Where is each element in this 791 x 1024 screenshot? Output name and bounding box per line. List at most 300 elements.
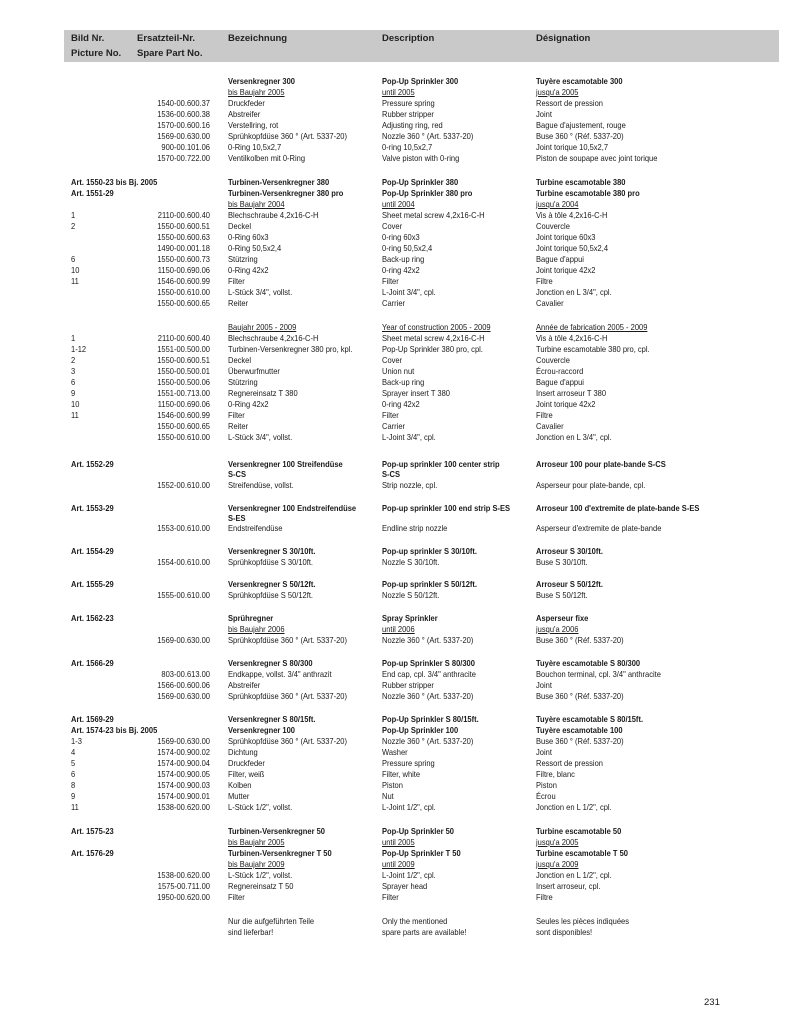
table-row — [0, 480, 791, 491]
cell-bezeichnung: Regnereinsatz T 380 — [228, 389, 298, 398]
cell-spare-part-no: 1550-00.500.06 — [157, 378, 210, 387]
cell-description: Pop-Up Sprinkler 300 — [382, 77, 459, 86]
cell-picture-no: Art. 1562-23 — [71, 614, 114, 623]
cell-picture-no: Art. 1551-29 — [71, 189, 114, 198]
cell-bezeichnung: Filter — [228, 277, 245, 286]
header-picture-no-de: Bild Nr. — [71, 33, 105, 44]
cell-description: Sheet metal screw 4,2x16-C-H — [382, 334, 485, 343]
cell-picture-no: Art. 1575-23 — [71, 827, 114, 836]
cell-picture-no: 6 — [71, 770, 76, 779]
cell-designation: Jonction en L 3/4", cpl. — [536, 433, 612, 442]
cell-description: 0-ring 42x2 — [382, 266, 420, 275]
cell-designation: jusqu'a 2006 — [536, 625, 579, 634]
cell-bezeichnung: Deckel — [228, 356, 252, 365]
table-row — [0, 243, 791, 254]
cell-bezeichnung: S-ES — [228, 514, 246, 523]
table-row — [0, 87, 791, 98]
cell-picture-no: 6 — [71, 255, 76, 264]
cell-designation: Jonction en L 3/4", cpl. — [536, 288, 612, 297]
cell-bezeichnung: Überwurfmutter — [228, 367, 280, 376]
cell-spare-part-no: 1574-00.900.03 — [157, 781, 210, 790]
cell-designation: Arroseur 100 d'extremite de plate-bande S-ES — [536, 504, 700, 513]
cell-designation: Insert arroseur, cpl. — [536, 882, 601, 891]
table-row — [0, 658, 791, 669]
cell-designation: Tuyère escamotable 300 — [536, 77, 623, 86]
cell-designation: Écrou-raccord — [536, 367, 584, 376]
cell-picture-no: 10 — [71, 400, 80, 409]
table-row — [0, 276, 791, 287]
cell-description: Nozzle 360 ° (Art. 5337-20) — [382, 737, 474, 746]
table-row — [0, 635, 791, 646]
cell-designation: Turbine escamotable 380 pro — [536, 189, 640, 198]
header-picture-no-en: Picture No. — [71, 48, 122, 59]
cell-spare-part-no: 1550-00.600.65 — [157, 422, 210, 431]
cell-spare-part-no: 1550-00.610.00 — [157, 433, 210, 442]
cell-designation: Joint — [536, 748, 552, 757]
cell-designation: Buse S 50/12ft. — [536, 591, 588, 600]
cell-designation: Arroseur S 30/10ft. — [536, 547, 603, 556]
table-row — [0, 714, 791, 725]
cell-description: Valve piston with 0-ring — [382, 154, 460, 163]
cell-designation: Joint torique 10,5x2,7 — [536, 143, 609, 152]
cell-designation: Tuyère escamotable S 80/15ft. — [536, 715, 644, 724]
cell-bezeichnung: Turbinen-Versenkregner T 50 — [228, 849, 332, 858]
cell-bezeichnung: Kolben — [228, 781, 252, 790]
cell-spare-part-no: 1574-00.900.01 — [157, 792, 210, 801]
cell-description: until 2004 — [382, 200, 415, 209]
cell-designation: jusqu'a 2004 — [536, 200, 579, 209]
cell-bezeichnung: L-Stück 1/2", vollst. — [228, 803, 293, 812]
cell-designation: Joint torique 50,5x2,4 — [536, 244, 609, 253]
cell-designation: Filtre — [536, 411, 553, 420]
table-row — [0, 399, 791, 410]
cell-bezeichnung: Sprühkopfdüse 360 ° (Art. 5337-20) — [228, 132, 348, 141]
table-row — [0, 199, 791, 210]
cell-spare-part-no: 1570-00.600.16 — [157, 121, 210, 130]
cell-bezeichnung: Reiter — [228, 299, 249, 308]
cell-bezeichnung: L-Stück 3/4", vollst. — [228, 288, 293, 297]
cell-description: Endline strip nozzle — [382, 524, 448, 533]
header-spare-part-no-de: Ersatzteil-Nr. — [137, 33, 196, 44]
cell-designation: jusqu'a 2005 — [536, 838, 579, 847]
cell-bezeichnung: Endstreifendüse — [228, 524, 283, 533]
cell-bezeichnung: 0-Ring 10,5x2,7 — [228, 143, 282, 152]
table-row — [0, 590, 791, 601]
table-row — [0, 579, 791, 590]
cell-picture-no: 2 — [71, 356, 76, 365]
cell-designation: Asperseur pour plate-bande, cpl. — [536, 481, 646, 490]
cell-picture-no: 1 — [71, 211, 76, 220]
cell-designation: Année de fabrication 2005 - 2009 — [536, 323, 648, 332]
cell-description: Filter — [382, 411, 399, 420]
cell-spare-part-no: 900-00.101.06 — [161, 143, 210, 152]
header-designation: Désignation — [536, 33, 591, 44]
cell-bezeichnung: Mutter — [228, 792, 250, 801]
cell-description: Nozzle S 50/12ft. — [382, 591, 440, 600]
cell-picture-no: Art. 1566-29 — [71, 659, 114, 668]
cell-picture-no: Art. 1574-23 bis Bj. 2005 — [71, 726, 158, 735]
cell-picture-no: 4 — [71, 748, 76, 757]
cell-description: L-Joint 3/4", cpl. — [382, 433, 436, 442]
cell-spare-part-no: 1538-00.620.00 — [157, 803, 210, 812]
cell-designation: Cavalier — [536, 422, 564, 431]
cell-bezeichnung: Versenkregner S 50/12ft. — [228, 580, 316, 589]
cell-spare-part-no: 1536-00.600.38 — [157, 110, 210, 119]
cell-spare-part-no: 1575-00.711.00 — [157, 882, 210, 891]
cell-description: Nozzle 360 ° (Art. 5337-20) — [382, 636, 474, 645]
cell-designation: Piston de soupape avec joint torique — [536, 154, 658, 163]
table-row — [0, 98, 791, 109]
table-row — [0, 769, 791, 780]
table-row — [0, 366, 791, 377]
table-row — [0, 210, 791, 221]
cell-description: Pop-up Sprinkler S 80/300 — [382, 659, 475, 668]
cell-spare-part-no: 1546-00.600.99 — [157, 411, 210, 420]
cell-designation: Tuyère escamotable S 80/300 — [536, 659, 641, 668]
cell-bezeichnung: L-Stück 1/2", vollst. — [228, 871, 293, 880]
cell-designation: Joint — [536, 681, 552, 690]
cell-designation: sont disponibles! — [536, 928, 593, 937]
cell-spare-part-no: 1550-00.600.65 — [157, 299, 210, 308]
cell-designation: Turbine escamotable 50 — [536, 827, 622, 836]
table-row — [0, 388, 791, 399]
cell-designation: Filtre — [536, 893, 553, 902]
table-row — [0, 287, 791, 298]
cell-picture-no: Art. 1550-23 bis Bj. 2005 — [71, 178, 158, 187]
cell-description: Sprayer head — [382, 882, 428, 891]
cell-bezeichnung: bis Baujahr 2009 — [228, 860, 285, 869]
cell-designation: Seules les pièces indiquées — [536, 917, 629, 926]
cell-description: Carrier — [382, 299, 406, 308]
cell-description: until 2009 — [382, 860, 415, 869]
cell-designation: Jonction en L 1/2", cpl. — [536, 871, 612, 880]
table-row — [0, 76, 791, 87]
cell-designation: Buse 360 ° (Réf. 5337-20) — [536, 737, 624, 746]
cell-bezeichnung: Abstreifer — [228, 110, 261, 119]
cell-bezeichnung: Nur die aufgeführten Teile — [228, 917, 315, 926]
table-row — [0, 826, 791, 837]
cell-description: Adjusting ring, red — [382, 121, 443, 130]
cell-bezeichnung: Ventilkolben mit 0-Ring — [228, 154, 306, 163]
cell-description: until 2005 — [382, 838, 415, 847]
cell-spare-part-no: 1570-00.722.00 — [157, 154, 210, 163]
cell-bezeichnung: 0-Ring 42x2 — [228, 400, 269, 409]
table-row — [0, 802, 791, 813]
cell-picture-no: Art. 1555-29 — [71, 580, 114, 589]
cell-designation: Écrou — [536, 792, 556, 801]
cell-picture-no: Art. 1552-29 — [71, 460, 114, 469]
cell-bezeichnung: Stützring — [228, 378, 258, 387]
cell-spare-part-no: 1574-00.900.02 — [157, 748, 210, 757]
cell-picture-no: 5 — [71, 759, 76, 768]
cell-description: 0-ring 42x2 — [382, 400, 420, 409]
cell-description: Pop-up sprinkler 100 center strip — [382, 460, 500, 469]
cell-bezeichnung: Versenkregner 100 Endstreifendüse — [228, 504, 357, 513]
cell-bezeichnung: Filter, weiß — [228, 770, 265, 779]
cell-bezeichnung: 0-Ring 42x2 — [228, 266, 269, 275]
cell-description: L-Joint 1/2", cpl. — [382, 803, 436, 812]
cell-designation: Joint torique 60x3 — [536, 233, 596, 242]
cell-description: Only the mentioned — [382, 917, 448, 926]
cell-description: Pop-up sprinkler 100 end strip S-ES — [382, 504, 511, 513]
cell-bezeichnung: Blechschraube 4,2x16-C-H — [228, 334, 319, 343]
table-row — [0, 298, 791, 309]
cell-description: Cover — [382, 222, 403, 231]
cell-designation: Jonction en L 1/2", cpl. — [536, 803, 612, 812]
cell-designation: Buse 360 ° (Réf. 5337-20) — [536, 692, 624, 701]
cell-bezeichnung: Versenkregner S 80/15ft. — [228, 715, 316, 724]
table-row — [0, 837, 791, 848]
cell-spare-part-no: 1551-00.500.00 — [157, 345, 210, 354]
cell-description: Filter — [382, 277, 399, 286]
cell-description: Pop-Up Sprinkler 380 pro, cpl. — [382, 345, 483, 354]
cell-description: Spray Sprinkler — [382, 614, 438, 623]
cell-description: Piston — [382, 781, 403, 790]
cell-description: Pop-Up Sprinkler 50 — [382, 827, 455, 836]
table-row — [0, 624, 791, 635]
cell-description: spare parts are available! — [382, 928, 467, 937]
cell-designation: Vis à tôle 4,2x16-C-H — [536, 211, 608, 220]
cell-spare-part-no: 2110-00.600.40 — [157, 334, 210, 343]
table-row — [0, 557, 791, 568]
cell-description: Pop-up sprinkler S 50/12ft. — [382, 580, 478, 589]
table-row — [0, 265, 791, 276]
cell-bezeichnung: Sprühkopfdüse 360 ° (Art. 5337-20) — [228, 636, 348, 645]
cell-spare-part-no: 1554-00.610.00 — [157, 558, 210, 567]
cell-description: Back-up ring — [382, 255, 425, 264]
cell-description: Pressure spring — [382, 99, 435, 108]
cell-bezeichnung: Dichtung — [228, 748, 258, 757]
cell-designation: Asperseur d'extremite de plate-bande — [536, 524, 662, 533]
cell-description: Pressure spring — [382, 759, 435, 768]
cell-spare-part-no: 1490-00.001.18 — [157, 244, 210, 253]
cell-picture-no: 11 — [71, 803, 79, 812]
cell-picture-no: 9 — [71, 792, 76, 801]
cell-picture-no: 6 — [71, 378, 76, 387]
cell-bezeichnung: Filter — [228, 411, 245, 420]
cell-description: Pop-Up Sprinkler 100 — [382, 726, 459, 735]
cell-designation: Cavalier — [536, 299, 564, 308]
cell-spare-part-no: 1555-00.610.00 — [157, 591, 210, 600]
table-row — [0, 870, 791, 881]
cell-picture-no: 2 — [71, 222, 76, 231]
cell-description: Nut — [382, 792, 394, 801]
table-row — [0, 254, 791, 265]
cell-bezeichnung: S-CS — [228, 470, 246, 479]
table-row — [0, 432, 791, 443]
cell-bezeichnung: bis Baujahr 2005 — [228, 88, 285, 97]
cell-description: Pop-Up Sprinkler S 80/15ft. — [382, 715, 479, 724]
cell-picture-no: Art. 1553-29 — [71, 504, 114, 513]
cell-description: Pop-Up Sprinkler 380 — [382, 178, 459, 187]
cell-bezeichnung: 0-Ring 50,5x2,4 — [228, 244, 282, 253]
cell-spare-part-no: 1569-00.630.00 — [157, 737, 210, 746]
cell-description: Pop-Up Sprinkler T 50 — [382, 849, 461, 858]
cell-spare-part-no: 1550-00.500.01 — [157, 367, 210, 376]
cell-bezeichnung: Reiter — [228, 422, 249, 431]
cell-designation: Buse S 30/10ft. — [536, 558, 588, 567]
cell-designation: Ressort de pression — [536, 99, 603, 108]
cell-designation: Joint torique 42x2 — [536, 400, 596, 409]
cell-bezeichnung: Sprühregner — [228, 614, 274, 623]
cell-description: Carrier — [382, 422, 406, 431]
cell-designation: Buse 360 ° (Réf. 5337-20) — [536, 636, 624, 645]
cell-bezeichnung: Endkappe, vollst. 3/4" anthrazit — [228, 670, 332, 679]
table-row — [0, 153, 791, 164]
cell-designation: Arroseur 100 pour plate-bande S-CS — [536, 460, 666, 469]
cell-description: L-Joint 1/2", cpl. — [382, 871, 436, 880]
cell-description: Pop-up sprinkler S 30/10ft. — [382, 547, 478, 556]
header-description: Description — [382, 33, 435, 44]
table-row — [0, 221, 791, 232]
cell-designation: Turbine escamotable 380 pro, cpl. — [536, 345, 650, 354]
cell-description: L-Joint 3/4", cpl. — [382, 288, 436, 297]
cell-bezeichnung: Versenkregner S 80/300 — [228, 659, 313, 668]
cell-picture-no: 1-3 — [71, 737, 82, 746]
cell-spare-part-no: 1550-00.600.63 — [157, 233, 210, 242]
cell-designation: Turbine escamotable 380 — [536, 178, 626, 187]
cell-picture-no: 10 — [71, 266, 80, 275]
cell-designation: Vis à tôle 4,2x16-C-H — [536, 334, 608, 343]
cell-bezeichnung: Abstreifer — [228, 681, 261, 690]
table-row — [0, 421, 791, 432]
cell-designation: Joint — [536, 110, 552, 119]
cell-bezeichnung: bis Baujahr 2005 — [228, 838, 285, 847]
cell-designation: Tuyère escamotable 100 — [536, 726, 623, 735]
table-row — [0, 747, 791, 758]
cell-bezeichnung: bis Baujahr 2004 — [228, 200, 285, 209]
cell-description: 0-ring 50,5x2,4 — [382, 244, 433, 253]
cell-description: Nozzle 360 ° (Art. 5337-20) — [382, 692, 474, 701]
cell-description: Washer — [382, 748, 408, 757]
cell-bezeichnung: Verstellring, rot — [228, 121, 279, 130]
table-row — [0, 736, 791, 747]
cell-spare-part-no: 1574-00.900.04 — [157, 759, 210, 768]
cell-spare-part-no: 1566-00.600.06 — [157, 681, 210, 690]
cell-description: Rubber stripper — [382, 110, 434, 119]
table-row — [0, 109, 791, 120]
cell-designation: Asperseur fixe — [536, 614, 589, 623]
cell-spare-part-no: 803-00.613.00 — [161, 670, 210, 679]
page-number: 231 — [704, 997, 720, 1008]
cell-designation: Filtre — [536, 277, 553, 286]
cell-description: until 2005 — [382, 88, 415, 97]
table-row — [0, 881, 791, 892]
cell-spare-part-no: 1569-00.630.00 — [157, 132, 210, 141]
cell-spare-part-no: 1950-00.620.00 — [157, 893, 210, 902]
cell-bezeichnung: Versenkregner 100 — [228, 726, 296, 735]
cell-picture-no: Art. 1576-29 — [71, 849, 114, 858]
cell-spare-part-no: 1569-00.630.00 — [157, 636, 210, 645]
cell-description: Filter, white — [382, 770, 421, 779]
cell-bezeichnung: bis Baujahr 2006 — [228, 625, 285, 634]
cell-spare-part-no: 1538-00.620.00 — [157, 871, 210, 880]
cell-designation: Insert arroseur T 380 — [536, 389, 607, 398]
table-row — [0, 322, 791, 333]
cell-designation: Bouchon terminal, cpl. 3/4" anthracite — [536, 670, 661, 679]
cell-bezeichnung: Turbinen-Versenkregner 380 pro, kpl. — [228, 345, 353, 354]
cell-designation: jusqu'a 2005 — [536, 88, 579, 97]
table-row — [0, 188, 791, 199]
cell-spare-part-no: 1550-00.600.51 — [157, 356, 210, 365]
cell-spare-part-no: 1550-00.600.51 — [157, 222, 210, 231]
table-row — [0, 177, 791, 188]
cell-description: Strip nozzle, cpl. — [382, 481, 438, 490]
cell-designation: Buse 360 ° (Réf. 5337-20) — [536, 132, 624, 141]
cell-spare-part-no: 1569-00.630.00 — [157, 692, 210, 701]
cell-description: 0-ring 10,5x2,7 — [382, 143, 433, 152]
cell-bezeichnung: Sprühkopfdüse S 50/12ft. — [228, 591, 314, 600]
table-row — [0, 613, 791, 624]
table-row — [0, 859, 791, 870]
cell-bezeichnung: Turbinen-Versenkregner 380 pro — [228, 189, 344, 198]
table-row — [0, 120, 791, 131]
cell-spare-part-no: 1546-00.600.99 — [157, 277, 210, 286]
cell-description: Union nut — [382, 367, 415, 376]
cell-description: Nozzle 360 ° (Art. 5337-20) — [382, 132, 474, 141]
cell-bezeichnung: Filter — [228, 893, 245, 902]
cell-bezeichnung: Druckfeder — [228, 99, 265, 108]
cell-designation: Couvercle — [536, 222, 570, 231]
cell-spare-part-no: 1552-00.610.00 — [157, 481, 210, 490]
cell-bezeichnung: Turbinen-Versenkregner 380 — [228, 178, 330, 187]
cell-designation: Arroseur S 50/12ft. — [536, 580, 603, 589]
table-row — [0, 927, 791, 938]
table-row — [0, 142, 791, 153]
table-row — [0, 916, 791, 927]
table-row — [0, 344, 791, 355]
table-row — [0, 780, 791, 791]
table-row — [0, 892, 791, 903]
cell-bezeichnung: Turbinen-Versenkregner 50 — [228, 827, 325, 836]
table-row — [0, 669, 791, 680]
cell-bezeichnung: Regnereinsatz T 50 — [228, 882, 294, 891]
cell-designation: Bague d'ajustement, rouge — [536, 121, 626, 130]
cell-description: Year of construction 2005 - 2009 — [382, 323, 491, 332]
cell-picture-no: 8 — [71, 781, 76, 790]
table-row — [0, 232, 791, 243]
cell-description: Sprayer insert T 380 — [382, 389, 450, 398]
table-row — [0, 410, 791, 421]
cell-picture-no: Art. 1569-29 — [71, 715, 114, 724]
cell-designation: Piston — [536, 781, 557, 790]
cell-designation: Ressort de pression — [536, 759, 603, 768]
header-bezeichnung: Bezeichnung — [228, 33, 288, 44]
table-row — [0, 355, 791, 366]
cell-bezeichnung: Baujahr 2005 - 2009 — [228, 323, 297, 332]
cell-bezeichnung: Versenkregner 100 Streifendüse — [228, 460, 343, 469]
cell-bezeichnung: Stützring — [228, 255, 258, 264]
cell-spare-part-no: 1553-00.610.00 — [157, 524, 210, 533]
cell-bezeichnung: Blechschraube 4,2x16-C-H — [228, 211, 319, 220]
cell-designation: Turbine escamotable T 50 — [536, 849, 628, 858]
cell-bezeichnung: Sprühkopfdüse S 30/10ft. — [228, 558, 314, 567]
cell-bezeichnung: L-Stück 3/4", vollst. — [228, 433, 293, 442]
cell-designation: Filtre, blanc — [536, 770, 575, 779]
cell-bezeichnung: Sprühkopfdüse 360 ° (Art. 5337-20) — [228, 737, 348, 746]
cell-designation: Joint torique 42x2 — [536, 266, 596, 275]
cell-spare-part-no: 1551-00.713.00 — [157, 389, 210, 398]
cell-picture-no: 9 — [71, 389, 76, 398]
cell-designation: jusqu'a 2009 — [536, 860, 579, 869]
table-row — [0, 546, 791, 557]
table-row — [0, 758, 791, 769]
cell-spare-part-no: 1550-00.600.73 — [157, 255, 210, 264]
cell-bezeichnung: Sprühkopfdüse 360 ° (Art. 5337-20) — [228, 692, 348, 701]
cell-picture-no: 1-12 — [71, 345, 87, 354]
cell-picture-no: Art. 1554-29 — [71, 547, 114, 556]
cell-designation: Couvercle — [536, 356, 570, 365]
